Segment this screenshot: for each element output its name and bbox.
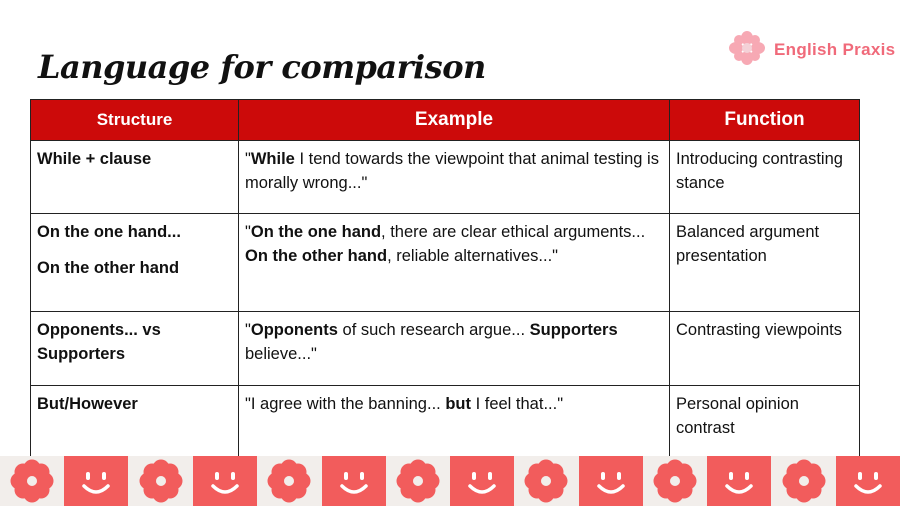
header-example: Example xyxy=(239,100,670,141)
function-cell: Personal opinion contrast xyxy=(670,386,860,458)
table-row xyxy=(31,214,860,312)
example-keyword: On the one hand xyxy=(250,223,382,241)
example-text: " xyxy=(245,321,251,339)
example-keyword: While xyxy=(250,150,295,168)
example-text: " xyxy=(245,150,251,168)
flower-icon xyxy=(514,456,578,506)
function-cell: Balanced argument presentation xyxy=(670,214,860,312)
table-header-row xyxy=(31,100,860,141)
smiley-icon xyxy=(193,456,257,506)
decorative-footer-band xyxy=(0,456,900,506)
flower-icon xyxy=(129,456,193,506)
smiley-icon xyxy=(836,456,900,506)
flower-icon xyxy=(0,456,64,506)
comparison-table xyxy=(30,99,860,458)
example-text: "I agree with the banning... xyxy=(245,395,446,413)
example-text: believe..." xyxy=(245,345,317,363)
structure-text: But/However xyxy=(37,395,138,413)
table-row xyxy=(31,386,860,458)
structure-text: On the other hand xyxy=(37,259,180,277)
structure-cell xyxy=(31,312,239,386)
example-cell xyxy=(239,141,670,214)
example-text: I feel that..." xyxy=(470,395,564,413)
structure-cell xyxy=(31,141,239,214)
example-text: of such research argue... xyxy=(337,321,530,339)
smiley-icon xyxy=(64,456,128,506)
brand-logo xyxy=(728,34,895,66)
smiley-icon xyxy=(579,456,643,506)
flower-logo-icon xyxy=(728,31,766,70)
structure-text: On the one hand... xyxy=(37,223,181,241)
structure-text: Opponents... vs Supporters xyxy=(37,321,161,363)
example-text: , reliable alternatives..." xyxy=(387,247,559,265)
flower-icon xyxy=(386,456,450,506)
example-cell xyxy=(239,386,670,458)
example-keyword: but xyxy=(445,395,471,413)
flower-icon xyxy=(257,456,321,506)
flower-icon xyxy=(772,456,836,506)
example-text: , there are clear ethical arguments... xyxy=(381,223,646,241)
header-structure: Structure xyxy=(31,100,239,141)
example-cell xyxy=(239,214,670,312)
flower-icon xyxy=(643,456,707,506)
example-text: " xyxy=(245,223,251,241)
table-row xyxy=(31,141,860,214)
example-text: I tend towards the viewpoint that animal testing is morally wrong..." xyxy=(245,150,659,192)
line-gap xyxy=(37,244,232,256)
function-cell: Introducing contrasting stance xyxy=(670,141,860,214)
brand-name: English Praxis xyxy=(774,40,896,59)
structure-text: While + clause xyxy=(37,150,152,168)
smiley-icon xyxy=(322,456,386,506)
example-cell xyxy=(239,312,670,386)
structure-cell xyxy=(31,386,239,458)
example-keyword: Supporters xyxy=(529,321,618,339)
smiley-icon xyxy=(450,456,514,506)
structure-cell xyxy=(31,214,239,312)
smiley-icon xyxy=(707,456,771,506)
table-row xyxy=(31,312,860,386)
page-title: Language for comparison xyxy=(38,48,486,86)
example-keyword: On the other hand xyxy=(245,247,388,265)
header-function: Function xyxy=(670,100,860,141)
function-cell: Contrasting viewpoints xyxy=(670,312,860,386)
example-keyword: Opponents xyxy=(250,321,338,339)
